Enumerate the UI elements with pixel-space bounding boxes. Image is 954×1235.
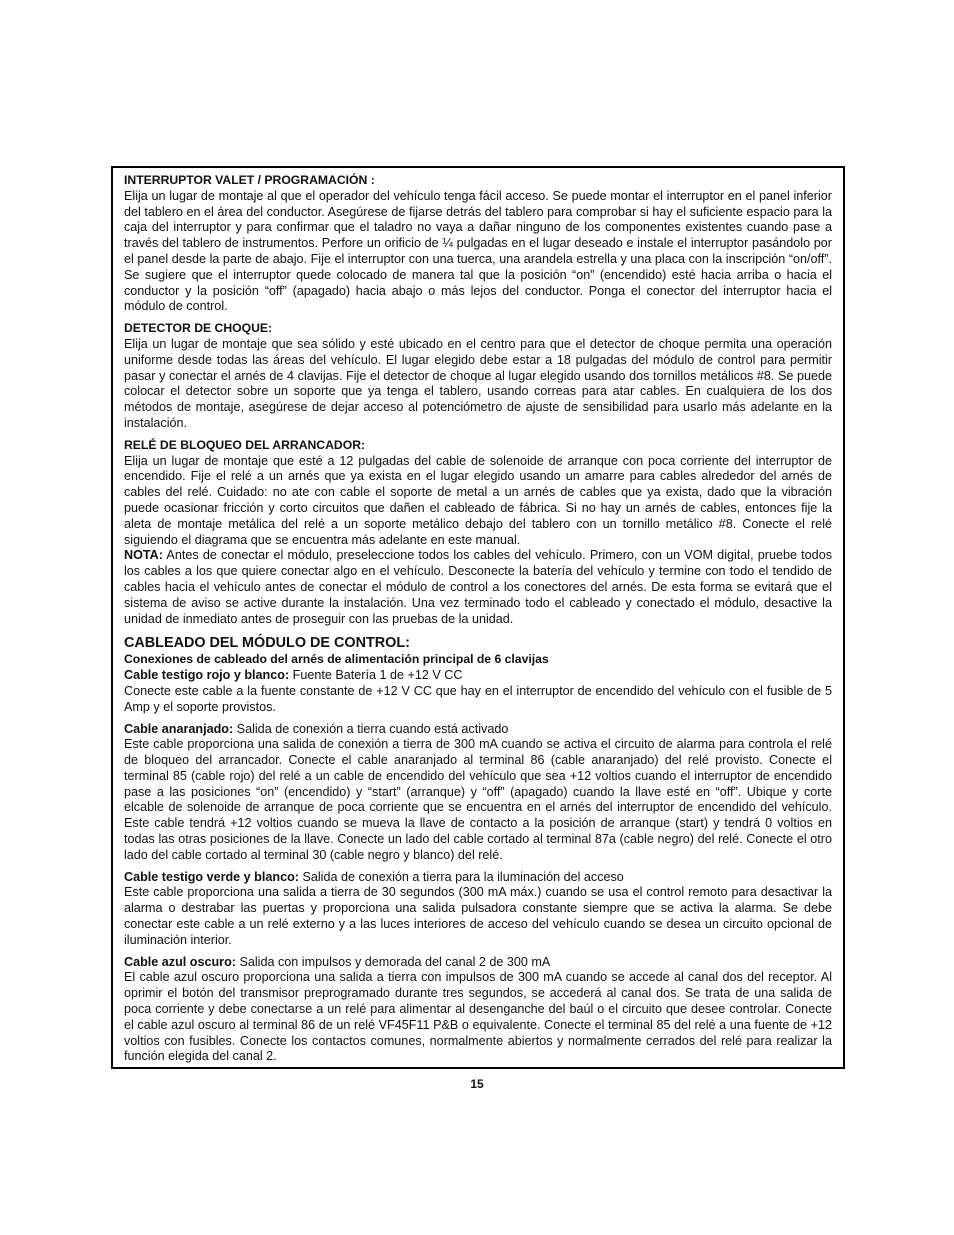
wiring-title: CABLEADO DEL MÓDULO DE CONTROL: [124,635,410,652]
wiring-subtitle: Conexiones de cableado del arnés de alimentación principal de 6 clavijas [124,652,549,667]
wire-label: Cable testigo rojo y blanco: [124,668,290,683]
section-body: Elija un lugar de montaje que esté a 12 pulgadas del cable de solenoide de arranque con poca corriente del interruptor de encendido. Fije el relé a un arnés que ya exista en el lugar elegido usando un amarre para cables alrededor del arnés de cables del relé. Cuidado: no ate con cable el soporte de metal a un arnés de cables que ya exista, dado que la vibración puede ocasionar fricción y corto circuitos que dañen el cableado de fábrica. Si no hay un arnés de cables, entonces fije la aleta de montaje metálica del relé a un soporte metálico debajo del tablero con un tornillo metálico #8. Conecte el relé siguiendo el diagrama que se encuentra más adelante en este manual. [124,453,832,547]
wire-lead [124,722,832,738]
wire-body: Conecte este cable a la fuente constante de +12 V CC que hay en el interruptor de encendido del vehículo con el fusible de 5 Amp y el soporte provistos. [124,683,832,714]
content-frame [111,166,845,1069]
section-shock-sensor [124,321,832,432]
section-heading: DETECTOR DE CHOQUE: [124,321,273,336]
wire-item-green-white [124,870,832,949]
wire-label: Cable azul oscuro: [124,954,236,969]
wire-body: El cable azul oscuro proporciona una salida a tierra con impulsos de 300 mA cuando se accede al canal dos del receptor. Al oprimir el botón del transmisor preprogramado durante tres segundos, se accederá al canal dos. Se trata de una salida de poca corriente y debe conectarse a un relé para alimentar al desenganche del baúl o el circuito que desee controlar. Conecte el cable azul oscuro al terminal 86 de un relé VF45F11 P&B o equivalente. Conecte el terminal 85 del relé a una fuente de +12 voltios con fusibles. Conecte los contactos comunes, normalmente abiertos y normalmente cerrados del relé para realizar la función elegida del canal 2. [124,970,832,1064]
note-paragraph [124,548,832,627]
wire-body: Este cable proporciona una salida de conexión a tierra de 300 mA cuando se activa el circuito de alarma para controla el relé de bloqueo del arrancador. Conecte el cable anaranjado al terminal 86 (cable anaranjado) del relé provisto. Conecte el terminal 85 (cable rojo) del relé a un cable de encendido del vehículo que sea +12 voltios cuando el interruptor de encendido pase a las posiciones “on” (encendido) y “start” (arranque) y “off” (apagado) cuando la llave esté en “off”. Ubique y corte elcable de solenoide de arranque de poca corriente que se encuentra en el arnés del interruptor de encendido del vehículo. Este cable tendrá +12 voltios cuando se mueva la llave de contacto a la posición de arranque (start) y tendrá 0 voltios en todas las otras posiciones de la llave. Conecte un lado del cable cortado al terminal 87a (cable negro) del relé. Conecte el otro lado del cable cortado al terminal 30 (cable negro y blanco) del relé. [124,737,832,862]
section-starter-relay [124,438,832,628]
section-body: Elija un lugar de montaje al que el operador del vehículo tenga fácil acceso. Se puede montar el interruptor en el panel inferior del tablero en el área del conductor. Asegúrese de fijarse detrás del tablero para comprobar si hay el suficiente espacio para la caja del interruptor y para confirmar que el taladro no vaya a dañar ninguno de los componentes existentes cuando pase a través del tablero de instrumentos. Perfore un orificio de ¼ pulgadas en el lugar deseado e instale el interruptor pasándolo por el panel desde la parte de abajo. Fije el interruptor con una tuerca, una arandela estrella y una placa con la inscripción “on/off”. Se sugiere que el interruptor quede colocado de manera tal que la posición “on” (encendido) esté hacia arriba o hacia el conductor y la posición “off” (apagado) hacia abajo o más lejos del conductor. Ponga el conector del interruptor hacia el módulo de control. [124,188,832,314]
wire-summary: Fuente Batería 1 de +12 V CC [289,668,463,683]
wire-label: Cable testigo verde y blanco: [124,869,299,884]
wire-summary: Salida con impulsos y demorada del canal 2 de 300 mA [235,954,551,969]
note-label: NOTA: [124,548,163,563]
wire-label: Cable anaranjado: [124,721,234,736]
wire-item-dark-blue [124,955,832,1066]
wire-item-red-white [124,668,832,715]
section-heading: INTERRUPTOR VALET / PROGRAMACIÓN : [124,173,375,187]
wire-lead [124,955,832,971]
wire-lead [124,870,832,886]
section-body: Elija un lugar de montaje que sea sólido y esté ubicado en el centro para que el detector de choque permita una operación uniforme desde todas las áreas del vehículo. El lugar elegido debe estar a 18 pulgadas del módulo de control para permitir pasar y conectar el arnés de 4 clavijas. Fije el detector de choque al lugar elegido usando dos tornillos metálicos #8. Se puede colocar el detector sobre un soporte que ya tenga el tablero, usando correas para atar cables. En cualquiera de los dos métodos de montaje, asegúrese de dejar acceso al potenciómetro de ajuste de sensibilidad para usarlo más adelante en la instalación. [124,336,832,430]
note-body: Antes de conectar el módulo, preseleccione todos los cables del vehículo. Primero, con un VOM digital, pruebe todos los cables a los que quiere conectar algo en el vehículo. Desconecte la batería del vehículo y termine con todo el tendido de cables hacia el vehículo antes de conectar el módulo de control a los conectores del arnés. De esta forma se evitará que el sistema de aviso se active durante la instalación. Una vez terminado todo el cableado y conectado el módulo, desactive la unidad de inmediato antes de proseguir con las pruebas de la unidad. [124,548,832,626]
section-wiring [124,635,832,1065]
wire-body: Este cable proporciona una salida a tierra de 30 segundos (300 mA máx.) cuando se usa el control remoto para desactivar la alarma o destrabar las puertas y proporciona una salida pulsadora constante siempre que se activa la alarma. Se debe conectar este cable a un relé externo y a las luces interiores de acceso del vehículo cuando se desea un circuito opcional de iluminación interior. [124,885,832,947]
wire-item-orange [124,722,832,864]
wire-summary: Salida de conexión a tierra cuando está activado [233,721,509,736]
wire-lead [124,668,832,684]
wire-summary: Salida de conexión a tierra para la iluminación del acceso [298,869,624,884]
section-heading: RELÉ DE BLOQUEO DEL ARRANCADOR: [124,437,366,452]
page-number: 15 [470,1077,484,1091]
section-valet-switch [124,173,832,315]
